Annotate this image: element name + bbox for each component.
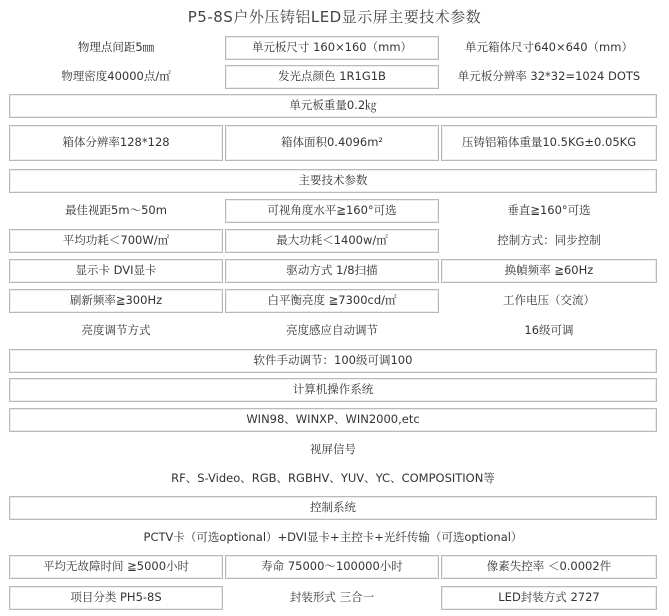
spec-row-4 bbox=[9, 125, 657, 161]
video-signal-list: RF、S-Video、RGB、RGBHV、YUV、YC、COMPOSITION等 bbox=[171, 471, 495, 486]
spec-row-18 bbox=[9, 555, 657, 579]
product-category: 项目分类 PH5-8S bbox=[9, 586, 223, 610]
lifespan: 寿命 75000～100000小时 bbox=[225, 555, 439, 579]
spec-row-7 bbox=[9, 229, 657, 253]
spec-row-8 bbox=[9, 259, 657, 283]
spec-row-5 bbox=[9, 169, 657, 193]
avg-power: 平均功耗＜700W/㎡ bbox=[9, 229, 223, 253]
section-control-system: 控制系统 bbox=[9, 496, 657, 520]
drive-mode: 驱动方式 1/8扫描 bbox=[225, 259, 439, 283]
spec-row-10 bbox=[9, 319, 657, 343]
cabinet-resolution: 箱体分辨率128*128 bbox=[9, 125, 223, 161]
spec-row-1 bbox=[9, 36, 657, 60]
spec-row-15 bbox=[9, 467, 657, 491]
display-card: 显示卡 DVI显卡 bbox=[9, 259, 223, 283]
brightness-levels: 16级可调 bbox=[524, 323, 574, 338]
frame-rate: 换幀频率 ≧60Hz bbox=[441, 259, 657, 283]
working-voltage: 工作电压（交流） bbox=[503, 293, 595, 308]
os-list: WIN98、WINXP、WIN2000,etc bbox=[9, 408, 657, 432]
spec-row-3 bbox=[9, 94, 657, 118]
spec-row-19 bbox=[9, 586, 657, 610]
viewing-angle-vertical: 垂直≧160°可选 bbox=[507, 203, 591, 218]
white-balance-brightness: 白平衡亮度 ≧7300cd/㎡ bbox=[225, 289, 439, 313]
pixel-pitch: 物理点间距5㎜ bbox=[77, 40, 155, 55]
spec-row-17 bbox=[9, 526, 657, 550]
package-form: 封装形式 三合一 bbox=[289, 590, 375, 605]
refresh-rate: 刷新频率≧300Hz bbox=[9, 289, 223, 313]
led-color: 发光点颜色 1R1G1B bbox=[225, 65, 439, 89]
spec-row-16 bbox=[9, 496, 657, 520]
section-video-signal: 视屏信号 bbox=[310, 442, 356, 457]
mtbf: 平均无故障时间 ≧5000小时 bbox=[9, 555, 223, 579]
brightness-auto-adjust: 亮度感应自动调节 bbox=[286, 323, 378, 338]
max-power: 最大功耗＜1400w/㎡ bbox=[225, 229, 439, 253]
spec-row-6 bbox=[9, 199, 657, 223]
spec-row-14 bbox=[9, 438, 657, 462]
brightness-adjust-label: 亮度调节方式 bbox=[81, 323, 151, 338]
viewing-distance: 最佳视距5m～50m bbox=[65, 203, 167, 218]
module-weight: 单元板重量0.2㎏ bbox=[9, 94, 657, 118]
section-main-params: 主要技术参数 bbox=[9, 169, 657, 193]
module-size: 单元板尺寸 160×160（mm） bbox=[225, 36, 439, 60]
spec-row-9 bbox=[9, 289, 657, 313]
led-package-type: LED封装方式 2727 bbox=[441, 586, 657, 610]
spec-row-12 bbox=[9, 378, 657, 402]
spec-row-2 bbox=[9, 65, 657, 89]
cabinet-weight: 压铸铝箱体重量10.5KG±0.05KG bbox=[441, 125, 657, 161]
section-os: 计算机操作系统 bbox=[9, 378, 657, 402]
cabinet-size: 单元箱体尺寸640×640（mm） bbox=[465, 40, 633, 55]
software-manual-adjust: 软件手动调节：100级可调100 bbox=[9, 349, 657, 373]
module-resolution: 单元板分辨率 32*32=1024 DOTS bbox=[457, 69, 641, 84]
control-mode: 控制方式：同步控制 bbox=[497, 233, 601, 248]
viewing-angle-horizontal: 可视角度水平≧160°可选 bbox=[225, 199, 439, 223]
page-title: P5-8S户外压铸铝LED显示屏主要技术参数 bbox=[187, 8, 482, 26]
pixel-density: 物理密度40000点/㎡ bbox=[61, 69, 171, 84]
spec-row-13 bbox=[9, 408, 657, 432]
cabinet-area: 箱体面积0.4096m² bbox=[225, 125, 439, 161]
spec-row-11 bbox=[9, 349, 657, 373]
pixel-failure-rate: 像素失控率 ＜0.0002件 bbox=[441, 555, 657, 579]
control-system-list: PCTV卡（可选optional）+DVI显卡+主控卡+光纤传输（可选optional） bbox=[143, 530, 523, 545]
